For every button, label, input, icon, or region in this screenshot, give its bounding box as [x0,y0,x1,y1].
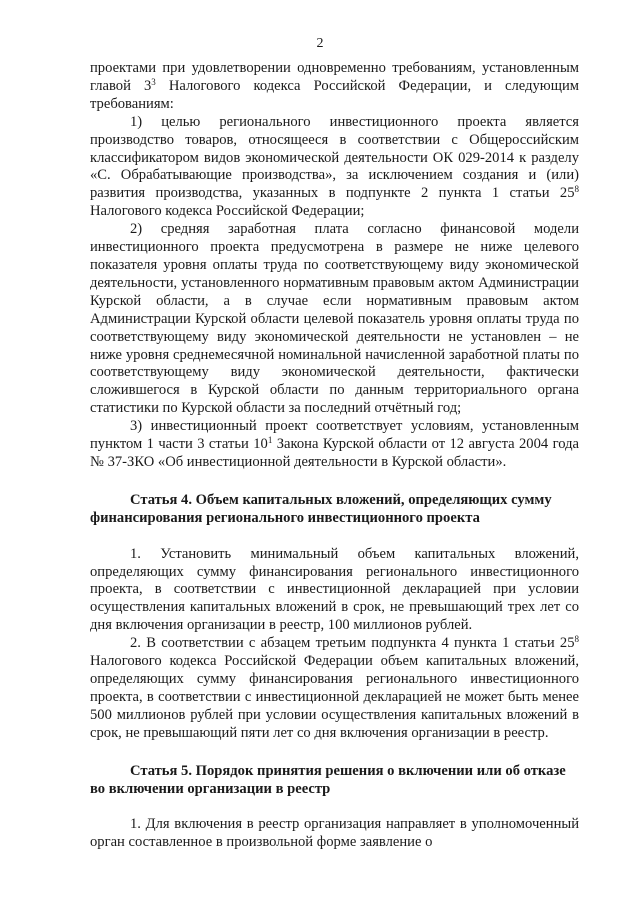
article-4-heading: Статья 4. Объем капитальных вложений, определяющих сумму финансирования регионального инвестиционного проекта [90,491,552,526]
list-item-2: 2) средняя заработная плата согласно финансовой модели инвестиционного проекта предусмотрена в размере не ниже целевого показателя уровня оплаты труда по соответствующему виду экономической деятельности, установленного нормативным правовым актом Администрации Курской области, а в случае если нормативным правовым актом Администрации Курской области целевой показатель уровня оплаты труда по соответствующему виду экономической деятельности не установлен – не ниже уровня среднемесячной номинальной начисленной заработной платы по соответствующему виду экономической деятельности, фактически сложившегося в Курской области по данным территориального органа статистики по Курской области за последний отчётный год; [90,221,579,417]
article-5-paragraph-1: 1. Для включения в реестр организация направляет в уполномоченный орган составленное в произвольной форме заявление о [90,816,579,851]
superscript: 8 [574,634,579,645]
page-number: 2 [316,36,324,51]
article-5-heading: Статья 5. Порядок принятия решения о включении или об отказе во включении организации в реестр [90,762,566,797]
list-item-1: 1) целью регионального инвестиционного проекта является производство товаров, относящееся в соответствии с Общероссийским классификатором видов экономической деятельности ОК 029-2014 к разделу «С. Обрабатывающие производства», за исключением создания и (или) развития производства, указанных в подпункте 2 пункта 1 статьи $25^8$ Налогового кодекса Российской Федерации; [90,113,579,220]
article-4-paragraph-2: 2. В соответствии с абзацем третьим подпункта 4 пункта 1 статьи $25^8$ Налогового кодекса Российской Федерации объем капитальных вложений, определяющих сумму финансирования регионального инвестиционного проекта, в соответствии с инвестиционной декларацией не может быть менее 500 миллионов рублей при условии осуществления капитальных вложений в срок, не превышающий пяти лет со дня включения организации в реестр. [90,634,579,741]
list-item-3: 3) инвестиционный проект соответствует условиям, установленным пунктом 1 части 3 статьи $10^1$ Закона Курской области от 12 августа 2004 года № 37-ЗКО «Об инвестиционной деятельности в Курской области». [90,418,579,470]
superscript: 8 [574,184,579,195]
paragraph-intro: проектами при удовлетворении одновременно требованиям, установленным главой $3^3$ Налогового кодекса Российской Федерации, и следующим требованиям: [90,60,579,112]
superscript: 1 [267,435,273,446]
document-body [90,60,579,852]
superscript: 3 [151,76,156,87]
article-4-paragraph-1: 1. Установить минимальный объем капитальных вложений, определяющих сумму финансирования регионального инвестиционного проекта, в соответствии с инвестиционной декларацией при условии осуществления капитальных вложений в срок, не превышающий трех лет со дня включения организации в реестр, 100 миллионов рублей. [90,545,579,634]
